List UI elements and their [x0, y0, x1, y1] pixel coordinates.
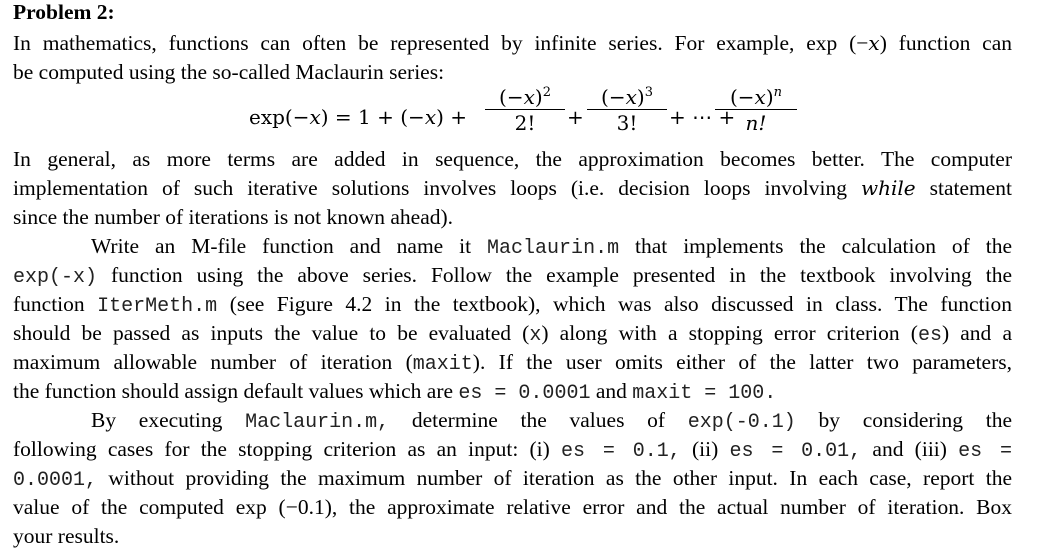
paragraph-3-line-5: maximum allowable number of iteration (maxit). If the user omits either of the latter two parameters, [13, 350, 1012, 376]
code-es-0-01: es = 0.01, [729, 440, 862, 463]
code-maxit: maxit [412, 353, 473, 376]
paragraph-3-line-6: the function should assign default values which are es = 0.0001 and maxit = 100. [13, 379, 777, 405]
code-exp-neg-0-1: exp(-0.1) [687, 411, 796, 434]
paragraph-4-line-2: following cases for the stopping criterion as an input: (i) es = 0.1, (ii) es = 0.01, and (iii) es = [13, 437, 1013, 463]
paragraph-2-line-3: since the number of iterations is not known ahead). [13, 205, 454, 229]
while-keyword: while [860, 176, 916, 200]
code-es-eq: es = [958, 440, 1013, 463]
paragraph-4-line-1: By executing Maclaurin.m, determine the values of exp(-0.1) by considering the [91, 408, 1013, 434]
paragraph-1-line-1 [13, 29, 1012, 58]
paragraph-4-line-5: your results. [13, 524, 120, 548]
paragraph-2-line-2: implementation of such iterative solutions involves loops (i.e. decision loops involving while statement [13, 176, 1013, 200]
code-maclaurin-m-run: Maclaurin.m, [245, 411, 390, 434]
paragraph-3-line-1: Write an M-file function and name it Maclaurin.m that implements the calculation of the [91, 234, 1013, 260]
code-es: es [917, 324, 942, 347]
formula-lhs: exp(−x) = 1 + (−x) + [249, 105, 468, 129]
p1-text-b: ) function can [879, 31, 1012, 55]
fraction-term-2: $\frac{(-x)^2}{2!}$ [485, 85, 565, 136]
paragraph-2-line-1: In general, as more terms are added in sequence, the approximation becomes better. The computer [13, 147, 1012, 171]
fraction-term-3: $\frac{(-x)^3}{3!}$ [587, 85, 667, 136]
p1-var-x: x [868, 31, 880, 55]
paragraph-4-line-4: value of the computed exp (−0.1), the approximate relative error and the actual number of iteration. Box [13, 495, 1012, 519]
problem-document [13, 0, 1012, 551]
code-0-0001: 0.0001, [13, 469, 98, 492]
code-itermeth-m: IterMeth.m [97, 295, 218, 318]
paragraph-3-line-2: exp(-x) function using the above series. Follow the example presented in the textbook involving the [13, 263, 1013, 289]
formula-ellipsis: + ⋯ + [669, 105, 736, 129]
code-x: x [529, 324, 542, 347]
code-es-0-1: es = 0.1, [561, 440, 681, 463]
p1-text-a: In mathematics, functions can often be represented by infinite series. For example, exp (− [13, 31, 869, 55]
code-exp-neg-x: exp(-x) [13, 266, 98, 289]
paragraph-4-line-3: 0.0001, without providing the maximum number of iteration as the other input. In each case, report the [13, 466, 1013, 492]
formula-plus: + [567, 105, 584, 129]
paragraph-3-line-4: should be passed as inputs the value to be evaluated (x) along with a stopping error criterion (es) and a [13, 321, 1013, 347]
fraction-term-n: $\frac{(-x)^n}{n!}$ [715, 85, 797, 136]
code-maclaurin-m: Maclaurin.m [487, 237, 620, 260]
paragraph-3-line-3: function IterMeth.m (see Figure 4.2 in the textbook), which was also discussed in class. The function [13, 292, 1013, 318]
code-maxit-default: maxit = 100. [632, 382, 777, 405]
code-es-default: es = 0.0001 [458, 382, 591, 405]
paragraph-1-line-2: be computed using the so-called Maclaurin series: [13, 60, 445, 84]
problem-title: Problem 2: [13, 0, 115, 24]
maclaurin-formula [13, 87, 1012, 145]
